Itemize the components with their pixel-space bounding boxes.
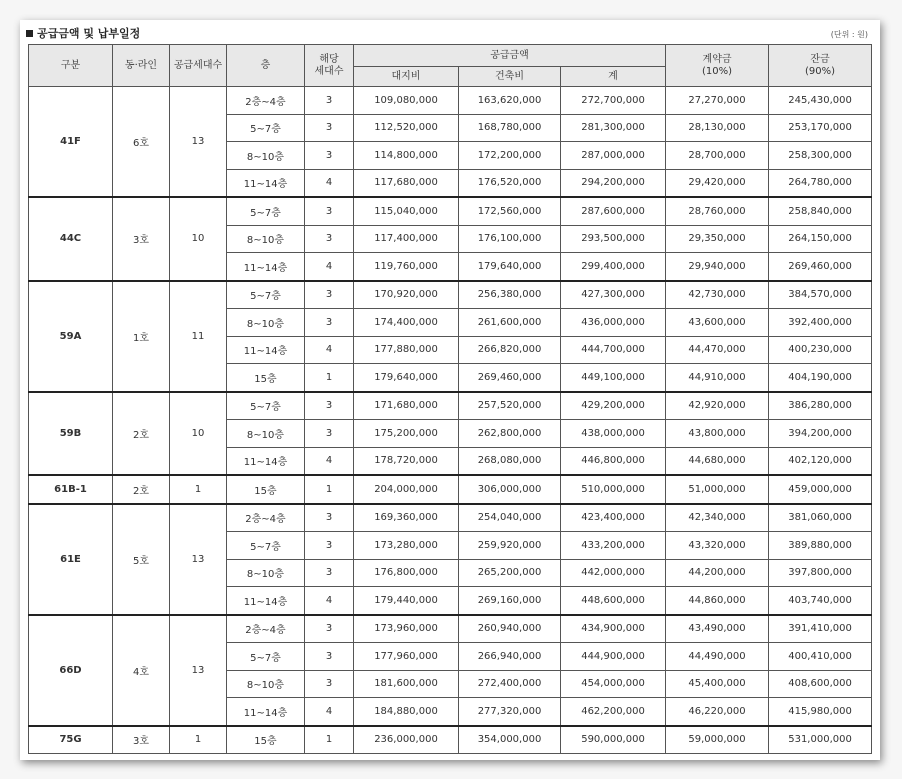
balance-cell: 415,980,000 (769, 698, 872, 726)
households-cell: 10 (170, 392, 227, 476)
floor-cell: 11~14층 (227, 587, 305, 615)
total-cell: 438,000,000 (561, 420, 666, 448)
land-cost-cell: 176,800,000 (354, 559, 459, 587)
square-bullet-icon (26, 30, 33, 37)
floor-cell: 5~7층 (227, 114, 305, 142)
header-balance (769, 45, 872, 87)
type-cell: 66D (29, 615, 113, 726)
land-cost-cell: 114,800,000 (354, 142, 459, 170)
land-cost-cell: 179,440,000 (354, 587, 459, 615)
building-cost-cell: 176,520,000 (459, 169, 561, 197)
units-cell: 3 (305, 670, 354, 698)
header-type: 구분 (29, 45, 113, 87)
land-cost-cell: 177,960,000 (354, 643, 459, 671)
land-cost-cell: 170,920,000 (354, 281, 459, 309)
building-cost-cell: 254,040,000 (459, 504, 561, 532)
floor-cell: 8~10층 (227, 225, 305, 253)
deposit-cell: 46,220,000 (666, 698, 769, 726)
floor-cell: 5~7층 (227, 392, 305, 420)
type-cell: 75G (29, 726, 113, 754)
land-cost-cell: 177,880,000 (354, 336, 459, 364)
units-cell: 3 (305, 87, 354, 115)
deposit-cell: 44,470,000 (666, 336, 769, 364)
units-cell: 3 (305, 559, 354, 587)
header-land: 대지비 (354, 67, 459, 87)
units-cell: 3 (305, 392, 354, 420)
deposit-cell: 51,000,000 (666, 475, 769, 504)
units-cell: 1 (305, 475, 354, 504)
units-cell: 1 (305, 364, 354, 392)
building-cost-cell: 269,460,000 (459, 364, 561, 392)
table-row (29, 726, 872, 754)
floor-cell: 11~14층 (227, 336, 305, 364)
line-cell: 4호 (113, 615, 170, 726)
building-cost-cell: 176,100,000 (459, 225, 561, 253)
deposit-cell: 29,940,000 (666, 253, 769, 281)
households-cell: 13 (170, 87, 227, 198)
balance-cell: 394,200,000 (769, 420, 872, 448)
units-cell: 3 (305, 615, 354, 643)
floor-cell: 5~7층 (227, 643, 305, 671)
units-cell: 3 (305, 420, 354, 448)
building-cost-cell: 268,080,000 (459, 447, 561, 475)
building-cost-cell: 277,320,000 (459, 698, 561, 726)
deposit-cell: 44,490,000 (666, 643, 769, 671)
floor-cell: 15층 (227, 364, 305, 392)
table-row (29, 615, 872, 643)
floor-cell: 8~10층 (227, 670, 305, 698)
deposit-cell: 44,910,000 (666, 364, 769, 392)
units-cell: 3 (305, 281, 354, 309)
type-cell: 59A (29, 281, 113, 392)
units-cell: 4 (305, 336, 354, 364)
deposit-cell: 28,760,000 (666, 197, 769, 225)
units-cell: 3 (305, 197, 354, 225)
total-cell: 444,900,000 (561, 643, 666, 671)
deposit-cell: 42,920,000 (666, 392, 769, 420)
balance-cell: 392,400,000 (769, 309, 872, 337)
header-supply-price: 공급금액 (354, 45, 666, 67)
table-body (29, 87, 872, 754)
header-floor: 층 (227, 45, 305, 87)
type-cell: 44C (29, 197, 113, 281)
land-cost-cell: 184,880,000 (354, 698, 459, 726)
units-cell: 4 (305, 169, 354, 197)
building-cost-cell: 262,800,000 (459, 420, 561, 448)
header-deposit-line1: 계약금 (702, 53, 732, 65)
type-cell: 61B-1 (29, 475, 113, 504)
floor-cell: 8~10층 (227, 309, 305, 337)
line-cell: 1호 (113, 281, 170, 392)
header-total: 계 (561, 67, 666, 87)
balance-cell: 253,170,000 (769, 114, 872, 142)
total-cell: 287,000,000 (561, 142, 666, 170)
land-cost-cell: 119,760,000 (354, 253, 459, 281)
deposit-cell: 43,490,000 (666, 615, 769, 643)
deposit-cell: 43,320,000 (666, 532, 769, 560)
deposit-cell: 59,000,000 (666, 726, 769, 754)
units-cell: 3 (305, 504, 354, 532)
balance-cell: 459,000,000 (769, 475, 872, 504)
balance-cell: 264,780,000 (769, 169, 872, 197)
floor-cell: 11~14층 (227, 169, 305, 197)
line-cell: 5호 (113, 504, 170, 615)
building-cost-cell: 266,820,000 (459, 336, 561, 364)
balance-cell: 391,410,000 (769, 615, 872, 643)
total-cell: 449,100,000 (561, 364, 666, 392)
building-cost-cell: 354,000,000 (459, 726, 561, 754)
total-cell: 448,600,000 (561, 587, 666, 615)
units-cell: 3 (305, 142, 354, 170)
land-cost-cell: 117,680,000 (354, 169, 459, 197)
floor-cell: 5~7층 (227, 281, 305, 309)
units-cell: 3 (305, 643, 354, 671)
land-cost-cell: 204,000,000 (354, 475, 459, 504)
total-cell: 510,000,000 (561, 475, 666, 504)
total-cell: 429,200,000 (561, 392, 666, 420)
land-cost-cell: 171,680,000 (354, 392, 459, 420)
building-cost-cell: 168,780,000 (459, 114, 561, 142)
floor-cell: 2층~4층 (227, 504, 305, 532)
land-cost-cell: 179,640,000 (354, 364, 459, 392)
units-cell: 4 (305, 587, 354, 615)
total-cell: 287,600,000 (561, 197, 666, 225)
floor-cell: 8~10층 (227, 420, 305, 448)
floor-cell: 11~14층 (227, 253, 305, 281)
balance-cell: 400,410,000 (769, 643, 872, 671)
land-cost-cell: 109,080,000 (354, 87, 459, 115)
balance-cell: 245,430,000 (769, 87, 872, 115)
land-cost-cell: 117,400,000 (354, 225, 459, 253)
units-cell: 3 (305, 309, 354, 337)
land-cost-cell: 112,520,000 (354, 114, 459, 142)
floor-cell: 11~14층 (227, 698, 305, 726)
table-row (29, 197, 872, 225)
total-cell: 272,700,000 (561, 87, 666, 115)
section-title-text: 공급금액 및 납부일정 (37, 27, 141, 40)
deposit-cell: 44,680,000 (666, 447, 769, 475)
header-units-line2: 세대수 (314, 65, 344, 77)
line-cell: 6호 (113, 87, 170, 198)
floor-cell: 15층 (227, 726, 305, 754)
balance-cell: 531,000,000 (769, 726, 872, 754)
balance-cell: 397,800,000 (769, 559, 872, 587)
units-cell: 4 (305, 698, 354, 726)
building-cost-cell: 266,940,000 (459, 643, 561, 671)
table-row (29, 87, 872, 115)
units-cell: 4 (305, 253, 354, 281)
header-line: 동·라인 (113, 45, 170, 87)
floor-cell: 8~10층 (227, 559, 305, 587)
document-sheet (20, 20, 880, 760)
deposit-cell: 45,400,000 (666, 670, 769, 698)
balance-cell: 264,150,000 (769, 225, 872, 253)
deposit-cell: 42,730,000 (666, 281, 769, 309)
households-cell: 13 (170, 615, 227, 726)
table-row (29, 392, 872, 420)
units-cell: 4 (305, 447, 354, 475)
balance-cell: 402,120,000 (769, 447, 872, 475)
header-balance-line1: 잔금 (810, 53, 830, 65)
header-households: 공급세대수 (170, 45, 227, 87)
floor-cell: 8~10층 (227, 142, 305, 170)
balance-cell: 258,840,000 (769, 197, 872, 225)
building-cost-cell: 269,160,000 (459, 587, 561, 615)
total-cell: 299,400,000 (561, 253, 666, 281)
deposit-cell: 28,700,000 (666, 142, 769, 170)
deposit-cell: 28,130,000 (666, 114, 769, 142)
deposit-cell: 44,860,000 (666, 587, 769, 615)
total-cell: 433,200,000 (561, 532, 666, 560)
floor-cell: 2층~4층 (227, 615, 305, 643)
building-cost-cell: 306,000,000 (459, 475, 561, 504)
building-cost-cell: 179,640,000 (459, 253, 561, 281)
total-cell: 427,300,000 (561, 281, 666, 309)
deposit-cell: 44,200,000 (666, 559, 769, 587)
table-row (29, 504, 872, 532)
land-cost-cell: 175,200,000 (354, 420, 459, 448)
total-cell: 590,000,000 (561, 726, 666, 754)
header-building: 건축비 (459, 67, 561, 87)
building-cost-cell: 163,620,000 (459, 87, 561, 115)
land-cost-cell: 181,600,000 (354, 670, 459, 698)
table-row (29, 281, 872, 309)
balance-cell: 269,460,000 (769, 253, 872, 281)
units-cell: 3 (305, 225, 354, 253)
deposit-cell: 43,600,000 (666, 309, 769, 337)
type-cell: 61E (29, 504, 113, 615)
households-cell: 1 (170, 475, 227, 504)
floor-cell: 5~7층 (227, 532, 305, 560)
land-cost-cell: 178,720,000 (354, 447, 459, 475)
balance-cell: 403,740,000 (769, 587, 872, 615)
floor-cell: 15층 (227, 475, 305, 504)
total-cell: 281,300,000 (561, 114, 666, 142)
line-cell: 3호 (113, 726, 170, 754)
total-cell: 423,400,000 (561, 504, 666, 532)
unit-note: (단위 : 원) (830, 30, 868, 39)
units-cell: 1 (305, 726, 354, 754)
deposit-cell: 42,340,000 (666, 504, 769, 532)
building-cost-cell: 272,400,000 (459, 670, 561, 698)
households-cell: 13 (170, 504, 227, 615)
balance-cell: 381,060,000 (769, 504, 872, 532)
supply-price-table (28, 44, 872, 754)
total-cell: 446,800,000 (561, 447, 666, 475)
total-cell: 293,500,000 (561, 225, 666, 253)
balance-cell: 408,600,000 (769, 670, 872, 698)
header-deposit (666, 45, 769, 87)
land-cost-cell: 169,360,000 (354, 504, 459, 532)
households-cell: 11 (170, 281, 227, 392)
land-cost-cell: 174,400,000 (354, 309, 459, 337)
building-cost-cell: 259,920,000 (459, 532, 561, 560)
deposit-cell: 29,350,000 (666, 225, 769, 253)
floor-cell: 11~14층 (227, 447, 305, 475)
total-cell: 454,000,000 (561, 670, 666, 698)
deposit-cell: 43,800,000 (666, 420, 769, 448)
total-cell: 462,200,000 (561, 698, 666, 726)
units-cell: 3 (305, 532, 354, 560)
land-cost-cell: 236,000,000 (354, 726, 459, 754)
floor-cell: 2층~4층 (227, 87, 305, 115)
header-units-line1: 해당 (319, 53, 339, 65)
balance-cell: 404,190,000 (769, 364, 872, 392)
balance-cell: 389,880,000 (769, 532, 872, 560)
line-cell: 2호 (113, 392, 170, 476)
total-cell: 434,900,000 (561, 615, 666, 643)
balance-cell: 384,570,000 (769, 281, 872, 309)
total-cell: 442,000,000 (561, 559, 666, 587)
table-row (29, 475, 872, 504)
units-cell: 3 (305, 114, 354, 142)
households-cell: 10 (170, 197, 227, 281)
land-cost-cell: 173,280,000 (354, 532, 459, 560)
section-title (26, 25, 140, 41)
type-cell: 59B (29, 392, 113, 476)
header-units (305, 45, 354, 87)
deposit-cell: 27,270,000 (666, 87, 769, 115)
header-deposit-line2: (10%) (702, 65, 733, 77)
type-cell: 41F (29, 87, 113, 198)
building-cost-cell: 261,600,000 (459, 309, 561, 337)
building-cost-cell: 257,520,000 (459, 392, 561, 420)
land-cost-cell: 173,960,000 (354, 615, 459, 643)
total-cell: 444,700,000 (561, 336, 666, 364)
total-cell: 294,200,000 (561, 169, 666, 197)
floor-cell: 5~7층 (227, 197, 305, 225)
line-cell: 2호 (113, 475, 170, 504)
balance-cell: 400,230,000 (769, 336, 872, 364)
total-cell: 436,000,000 (561, 309, 666, 337)
building-cost-cell: 265,200,000 (459, 559, 561, 587)
building-cost-cell: 172,200,000 (459, 142, 561, 170)
households-cell: 1 (170, 726, 227, 754)
balance-cell: 258,300,000 (769, 142, 872, 170)
building-cost-cell: 256,380,000 (459, 281, 561, 309)
building-cost-cell: 260,940,000 (459, 615, 561, 643)
line-cell: 3호 (113, 197, 170, 281)
building-cost-cell: 172,560,000 (459, 197, 561, 225)
land-cost-cell: 115,040,000 (354, 197, 459, 225)
deposit-cell: 29,420,000 (666, 169, 769, 197)
balance-cell: 386,280,000 (769, 392, 872, 420)
header-balance-line2: (90%) (805, 65, 836, 77)
